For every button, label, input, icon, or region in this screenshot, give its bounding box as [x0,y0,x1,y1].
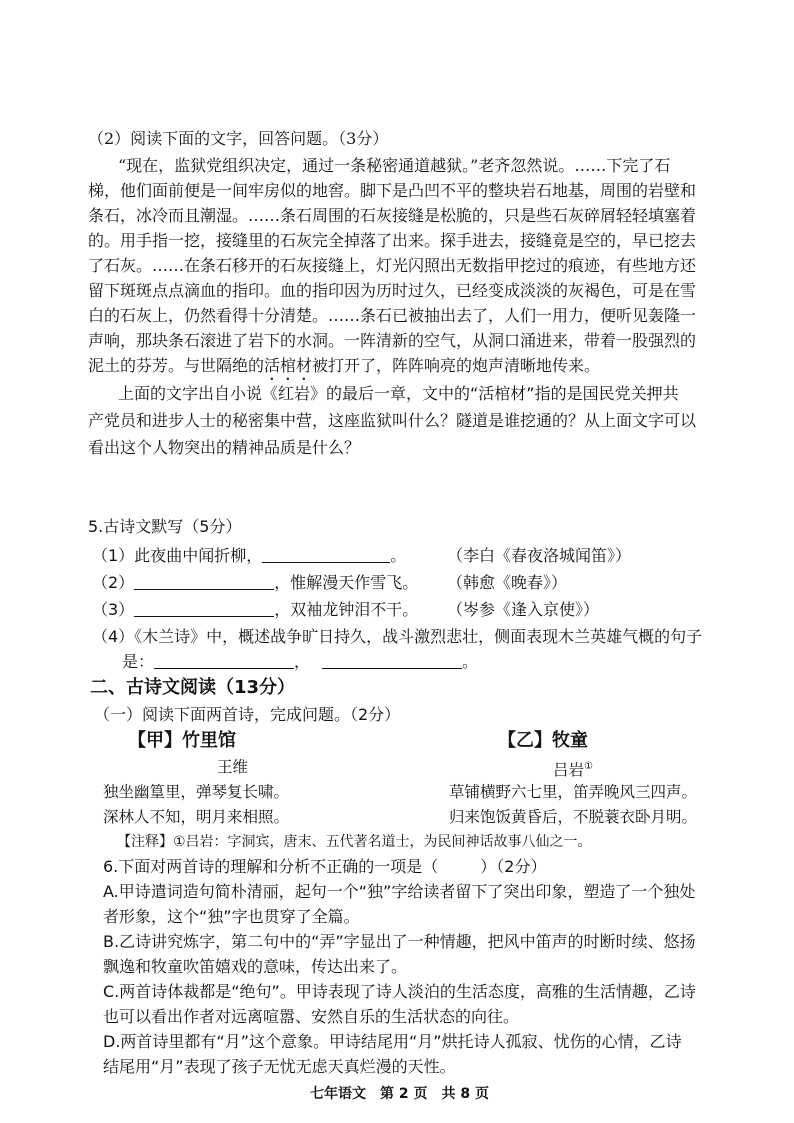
item-text: ，惟解漫天作雪飞。 [274,573,419,592]
poem-b-line: 草铺横野六七里，笛弄晚风三四声。 [449,783,698,801]
item-text: ，双袖龙钟泪不干。 [274,600,419,619]
answer-blank[interactable] [262,546,390,563]
q5-item-1 [92,545,406,567]
q2-paragraph-last-line [88,355,600,384]
item-text: 此夜曲中闻折柳， [134,546,263,565]
item-text: ， [294,652,311,671]
q2-paragraph-line: 留下斑斑点点滴血的指印。血的指印因为历时过久，已经变成淡淡的灰褐色，可是在雪 [88,281,697,300]
q2-paragraph-line: 的。用手指一挖，接缝里的石灰完全掉落了出来。探手进去，接缝竟是空的，早已挖去 [88,231,697,250]
page-footer: 七年语文 第 2 页 共 8 页 [310,1086,489,1102]
q2-last-line-end: 被打开了，阵阵响亮的炮声清晰地传来。 [312,356,601,375]
item-text: 。 [462,652,479,671]
q6-option-line: 飘逸和牧童吹笛嬉戏的意味，传达出来了。 [103,957,408,976]
footnote: 【注释】①吕岩：字洞宾，唐末、五代著名道士，为民间神话故事八仙之一。 [117,834,592,850]
poem-a-line: 独坐幽篁里，弹琴复长啸。 [103,783,290,801]
poem-a-title: 【甲】竹里馆 [128,730,236,751]
section-sub-heading: （一）阅读下面两首诗，完成问题。（2分） [94,705,401,724]
author-name: 吕岩 [553,761,585,780]
q6-option-line: 也可以看出作者对远离喧嚣、安然自乐的生活状态的向往。 [103,1007,520,1026]
q2-heading: （2）阅读下面的文字，回答问题。（3分） [88,129,389,148]
q2-paragraph-line: 梯，他们面前便是一间牢房似的地窖。脚下是凸凹不平的整块岩石地基，周围的岩壁和 [88,181,697,200]
q2-question-line: 上面的文字出自小说《红岩》的最后一章，文中的“活棺材”指的是国民党关押共 [118,384,679,403]
item-text: 。 [390,546,407,565]
poem-a-line: 深林人不知，明月来相照。 [103,808,290,826]
q2-last-line-start: 泥土的芬芳。与世隔绝的 [88,356,265,375]
poem-b-title: 【乙】牧童 [498,730,588,751]
item-source: （李白《春夜洛城闻笛》） [447,546,632,565]
poem-b-author [553,756,593,781]
q2-paragraph-line: 白的石灰上，仍然看得十分清楚。……条石已被抽出去了，人们一用力，便听见轰隆一 [88,306,697,325]
poem-b-line: 归来饱饭黄昏后，不脱蓑衣卧月明。 [449,808,698,826]
stem-text: ）（2分） [480,857,547,876]
q5-item-4: （4）《木兰诗》中，概述战争旷日持久，战斗激烈悲壮，侧面表现木兰英雄气概的句子 [92,627,703,646]
footnote-mark: ① [584,761,593,772]
item-number: （2） [92,573,135,592]
q6-stem [103,856,546,878]
item-source: （岑参《逢入京使》） [447,600,600,619]
q2-question-line: 产党员和进步人士的秘密集中营，这座监狱叫什么？隧道是谁挖通的？从上面文字可以 [88,411,697,430]
q5-item-4-answer [122,651,478,673]
q6-option-line: D.两首诗里都有“月”这个意象。甲诗结尾用“月”烘托诗人孤寂、忧伤的心情，乙诗 [103,1032,682,1051]
section-heading: 二、古诗文阅读（13分） [90,677,296,698]
q6-option-line: C.两首诗体裁都是“绝句”。甲诗表现了诗人淡泊的生活态度，高雅的生活情趣，乙诗 [103,982,696,1001]
q2-question-line: 看出这个人物突出的精神品质是什么？ [88,438,361,457]
q6-option-line: 结尾用“月”表现了孩子无忧无虑天真烂漫的天性。 [103,1057,456,1076]
q5-item-3 [92,599,418,621]
q6-option-line: A.甲诗遣词造句简朴清丽，起句一个“独”字给读者留下了突出印象，塑造了一个独处 [103,882,696,901]
answer-blank[interactable] [134,600,274,617]
q5-heading: 5.古诗文默写（5分） [88,517,242,536]
q2-paragraph-line: 条石，冰冷而且潮湿。……条石周围的石灰接缝是松脆的，只是些石灰碎屑轻轻填塞着 [88,206,697,225]
emphasized-term: 活棺材 [264,356,313,375]
q2-paragraph-line: 了石灰。……在条石移开的石灰接缝上，灯光闪照出无数指甲挖过的痕迹，有些地方还 [88,256,697,275]
item-source: （韩愈《晚春》） [447,573,568,592]
item-number: （3） [92,600,135,619]
answer-blank[interactable] [154,652,294,669]
q6-option-line: 者形象，这个“独”字也贯穿了全篇。 [103,907,360,926]
item-number: （1） [92,546,135,565]
q2-paragraph-line: 声响，那块条石滚进了岩下的水洞。一阵清新的空气，从洞口涌进来，带着一股强烈的 [88,331,697,350]
answer-blank[interactable] [134,573,274,590]
answer-blank[interactable] [322,652,462,669]
q2-paragraph-line: “现在，监狱党组织决定，通过一条秘密通道越狱。”老齐忽然说。……下完了石 [118,156,671,175]
stem-text: 6.下面对两首诗的理解和分析不正确的一项是（ [103,857,439,876]
item-text: 是： [122,652,155,671]
q5-item-2 [92,572,418,594]
poem-a-author: 王维 [217,758,249,776]
q6-option-line: B.乙诗讲究炼字，第二句中的“弄”字显出了一种情趣，把风中笛声的时断时续、悠扬 [103,932,696,951]
